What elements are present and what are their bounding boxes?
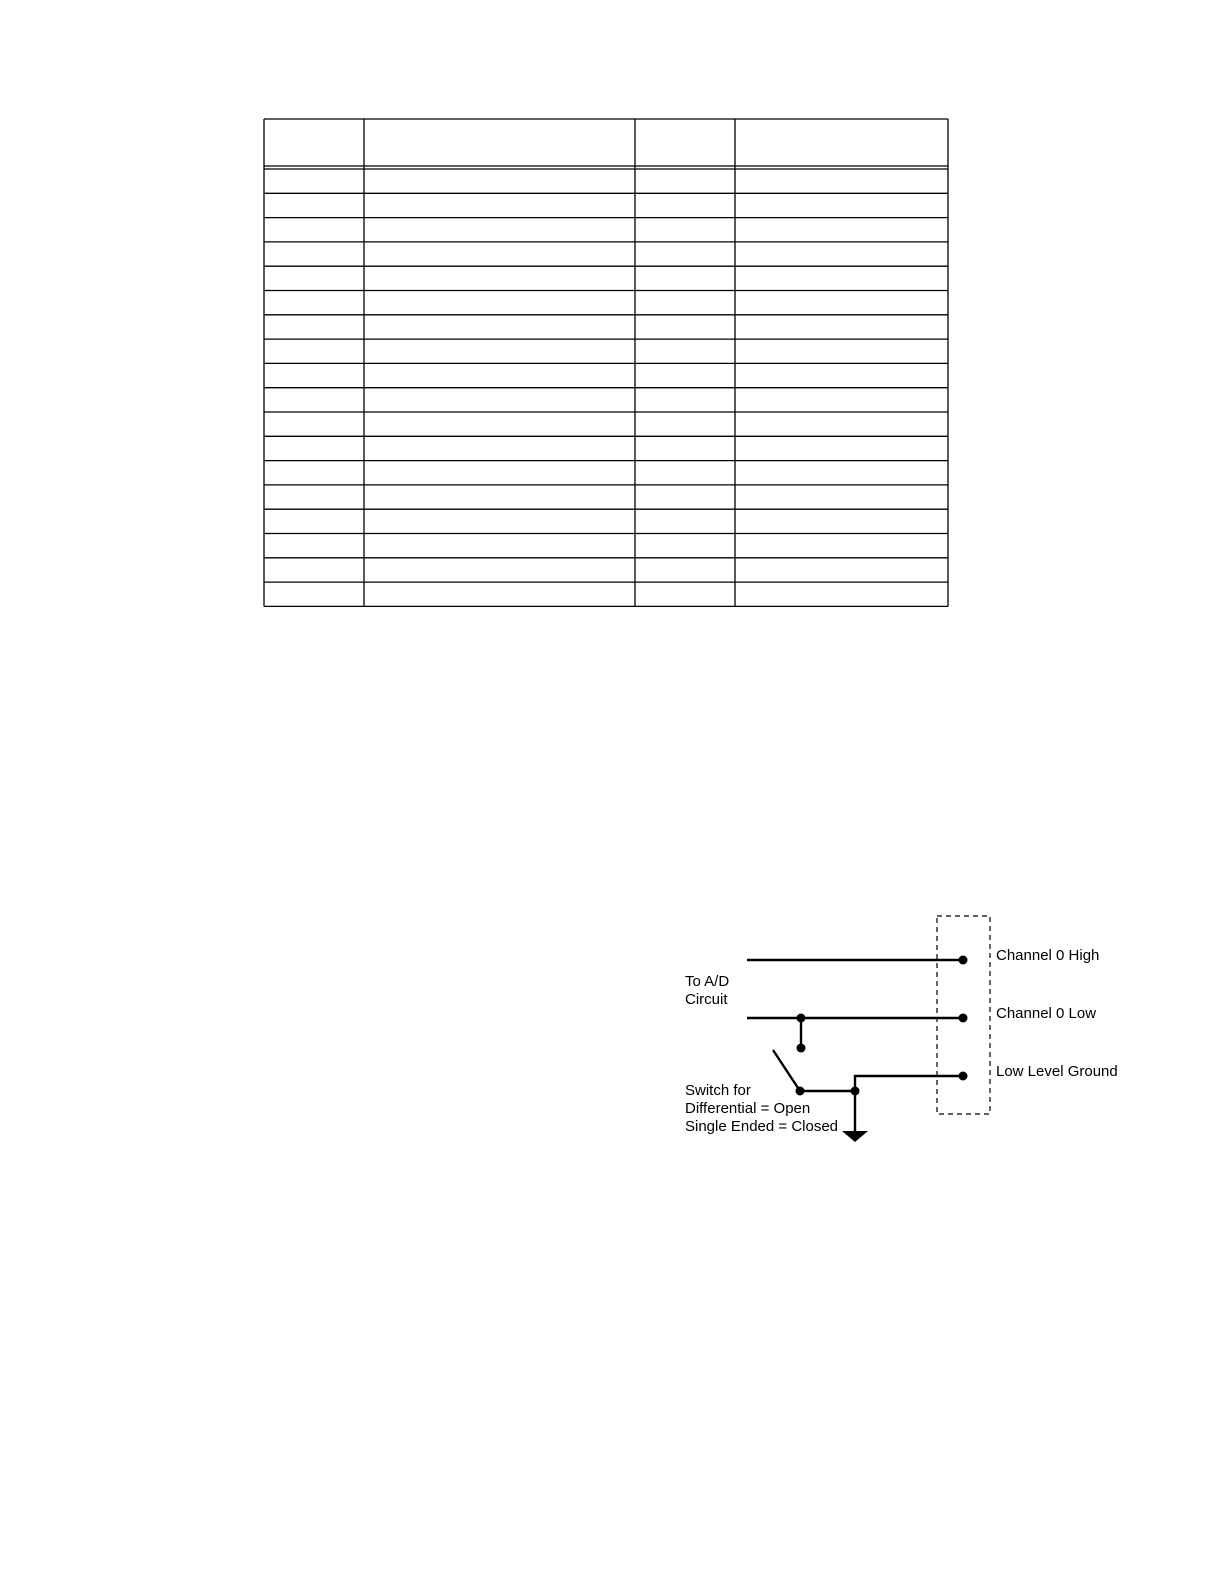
ground-icon (842, 1131, 868, 1142)
ch0-high-label: Channel 0 High (996, 947, 1100, 964)
switch-blade (773, 1050, 800, 1091)
ch0-low-terminal (959, 1014, 968, 1023)
input-switch-schematic (660, 905, 1130, 1155)
switch-line-2: Differential = Open (685, 1100, 811, 1117)
low-level-ground-terminal (959, 1072, 968, 1081)
to-ad-label (685, 973, 733, 1008)
low-level-ground-wire (855, 1076, 963, 1091)
switch-line-3: Single Ended = Closed (685, 1118, 839, 1135)
ch0-low-label: Channel 0 Low (996, 1005, 1097, 1022)
to-ad-line-1: To A/D (685, 973, 730, 990)
ch0-high-terminal (959, 956, 968, 965)
data-table (0, 0, 1225, 620)
switch-upper-contact (797, 1044, 806, 1053)
table-grid-lines (264, 119, 948, 606)
low-level-ground-label: Low Level Ground (996, 1063, 1118, 1080)
to-ad-line-2: Circuit (685, 991, 728, 1008)
switch-line-1: Switch for (685, 1082, 751, 1099)
